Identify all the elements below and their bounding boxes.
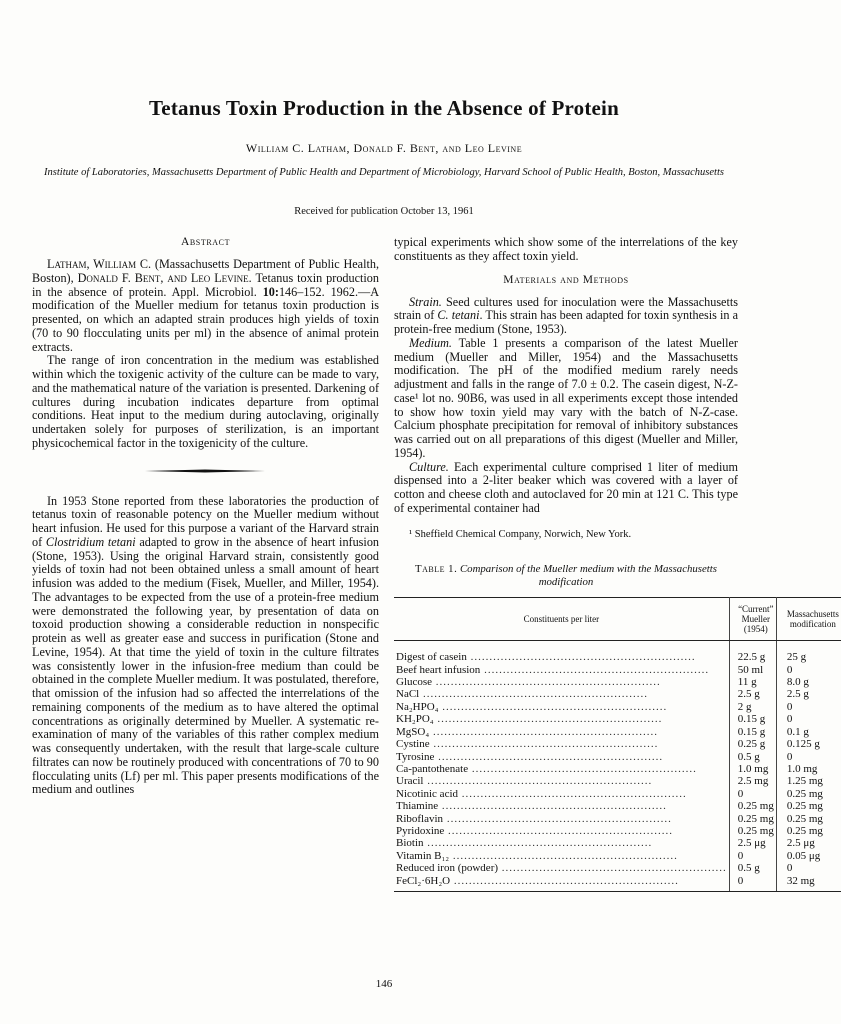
methods-heading: Materials and Methods [503, 273, 629, 286]
mueller-value: 0.5 g [729, 862, 776, 874]
medium-paragraph [394, 337, 738, 461]
table-row [394, 641, 841, 664]
constituent-cell [394, 862, 729, 874]
constituent-cell [394, 701, 729, 713]
leader-dots: ............................................................ [444, 824, 674, 837]
strain-paragraph [394, 296, 738, 337]
constituent-name: Riboflavin [396, 812, 444, 825]
composition-table [394, 597, 841, 892]
massachusetts-value: 8.0 g [786, 676, 809, 689]
intro-paragraph [32, 495, 379, 798]
mueller-value: 2.5 μg [729, 837, 776, 849]
abstract-volume: 10: [262, 284, 279, 299]
col-header-massachusetts: Massachusetts modification [776, 598, 841, 641]
table-row [394, 850, 841, 862]
massachusetts-value: 1.0 mg [786, 762, 818, 775]
leader-dots: ............................................................ [433, 713, 663, 726]
massachusetts-value: 25 g [786, 651, 807, 664]
mueller-value: 0.25 mg [729, 800, 776, 812]
mueller-value: 0.25 mg [729, 825, 776, 837]
leader-dots: ............................................................ [434, 750, 664, 763]
constituent-cell [394, 850, 729, 862]
constituent-name: Glucose [396, 676, 433, 689]
leader-dots: ............................................................ [423, 775, 653, 788]
massachusetts-value: 0 [786, 700, 793, 713]
constituent-cell [394, 763, 729, 775]
massachusetts-value: 0 [786, 663, 793, 676]
constituent-name: NaCl [396, 688, 420, 701]
table-row [394, 825, 841, 837]
leader-dots: ............................................................ [443, 812, 672, 825]
leader-dots: ............................................................ [419, 688, 648, 701]
paper-title: Tetanus Toxin Production in the Absence of Protein [149, 96, 619, 120]
leader-dots: ............................................................ [432, 676, 661, 689]
received-date: Received for publication October 13, 1961 [294, 206, 474, 217]
constituent-cell [394, 688, 729, 700]
constituent-cell [394, 800, 729, 812]
abstract-coauthors: Donald F. Bent, and Leo Levine [77, 270, 249, 285]
abstract-cite-a: (Massachusetts Department of Public Health, Boston), [32, 257, 379, 285]
leader-dots: ............................................................ [466, 651, 696, 664]
constituent-name: Vitamin B₁₂ [396, 849, 450, 862]
constituent-cell [394, 825, 729, 837]
table-row [394, 763, 841, 775]
constituent-name: Nicotinic acid [396, 787, 459, 800]
mueller-value: 2.5 mg [729, 775, 776, 787]
massachusetts-value: 0.125 g [786, 738, 820, 751]
constituent-name: Uracil [396, 775, 424, 788]
leader-dots: ............................................................ [438, 800, 667, 813]
table-label: Table 1. [415, 563, 458, 576]
constituent-name: Na₂HPO₄ [396, 700, 439, 713]
table-caption [394, 563, 738, 589]
massachusetts-value: 0.25 mg [786, 787, 823, 800]
abstract-author: Latham, William C. [47, 257, 152, 271]
abstract-body: 146–152. 1962.—A modification of the Mueller medium for tetanus toxin production is presented, on which an adapted strain produces high yields of toxin (70 to 90 flocculating units per ml) in the absence of animal protein extracts. [32, 284, 379, 354]
mueller-value: 0 [729, 850, 776, 862]
massachusetts-value: 2.5 g [786, 688, 809, 701]
constituent-name: Thiamine [396, 800, 439, 813]
constituent-cell [394, 813, 729, 825]
table-row [394, 701, 841, 713]
constituent-name: Cystine [396, 738, 430, 751]
constituent-name: Beef heart infusion [396, 663, 481, 676]
strain-text-a: Seed cultures used for inoculation were the Massachusetts strain of [394, 294, 738, 323]
culture-text: Each experimental culture comprised 1 liter of medium dispensed into a 2-liter beaker which was covered with a layer of cotton and cheese cloth and autoclaved for 20 min at 121 C. This type of experimental container had [394, 459, 738, 515]
constituent-cell [394, 641, 729, 664]
mueller-value: 0.15 g [729, 726, 776, 738]
mueller-value: 0.25 g [729, 738, 776, 750]
massachusetts-value: 0.05 μg [786, 849, 821, 862]
constituent-name: MgSO₄ [396, 725, 430, 738]
constituent-name: Pyridoxine [396, 824, 445, 837]
mueller-value: 2 g [729, 701, 776, 713]
mueller-value: 22.5 g [729, 641, 776, 664]
table-row [394, 726, 841, 738]
leader-dots: ............................................................ [450, 874, 679, 887]
leader-dots: ............................................................ [498, 862, 727, 875]
leader-dots: ............................................................ [458, 787, 687, 800]
table-row [394, 788, 841, 800]
constituent-cell [394, 713, 729, 725]
section-divider [32, 451, 379, 495]
constituent-name: KH₂PO₄ [396, 713, 434, 726]
abstract-heading: Abstract [180, 236, 231, 248]
culture-paragraph [394, 461, 738, 516]
mueller-value: 0 [729, 788, 776, 800]
mueller-value: 1.0 mg [729, 763, 776, 775]
massachusetts-value: 0.1 g [786, 725, 809, 738]
constituent-cell [394, 837, 729, 849]
table-row [394, 688, 841, 700]
leader-dots: ............................................................ [438, 700, 668, 713]
abstract-paragraph-1 [32, 258, 379, 354]
left-column [32, 236, 379, 797]
medium-label: Medium. [409, 335, 452, 350]
mueller-value: 2.5 g [729, 688, 776, 700]
mueller-value: 0.25 mg [729, 813, 776, 825]
leader-dots: ............................................................ [468, 762, 697, 775]
massachusetts-value: 0.25 mg [786, 824, 823, 837]
author-list: William C. Latham, Donald F. Bent, and Leo Levine [245, 141, 523, 155]
intro-continued: typical experiments which show some of the interrelations of the key constituents as they affect toxin yield. [394, 235, 738, 263]
constituent-name: Ca-pantothenate [396, 762, 469, 775]
table-row [394, 800, 841, 812]
culture-label: Culture. [409, 459, 449, 474]
constituent-name: Biotin [396, 837, 424, 850]
constituent-cell [394, 738, 729, 750]
footnote: ¹ Sheffield Chemical Company, Norwich, New York. [409, 528, 632, 540]
table-row [394, 738, 841, 750]
strain-text-b: . This strain has been adapted for toxin synthesis in a protein-free medium (Stone, 1953). [394, 308, 738, 336]
massachusetts-value: 0.25 mg [786, 812, 823, 825]
table-body [394, 641, 841, 892]
massachusetts-value: 1.25 mg [786, 775, 823, 788]
right-column [394, 235, 839, 892]
constituent-cell [394, 676, 729, 688]
table-header-row [394, 598, 841, 641]
leader-dots: ............................................................ [429, 725, 658, 738]
leader-dots: ............................................................ [423, 837, 653, 850]
massachusetts-value: 32 mg [776, 875, 841, 892]
constituent-name: FeCl₂·6H₂O [396, 874, 451, 887]
leader-dots: ............................................................ [429, 738, 659, 751]
massachusetts-value: 2.5 μg [786, 837, 815, 850]
table-row [394, 862, 841, 874]
abstract-cite-c: . Tetanus toxin production in the absence of protein. Appl. Microbiol. [32, 270, 379, 299]
abstract-paragraph-2: The range of iron concentration in the medium was established within which the toxigenic activity of the culture can be made to vary, and the mathematical nature of the variation is presented. Darkening of cultures during incubation indicates departure from optimal conditions. Heat input to the medium during autoclaving, originally undertaken solely for purposes of sterilization, is an important physicochemical factor in the toxigenicity of the culture. [32, 353, 379, 450]
mueller-value: 0.15 g [729, 713, 776, 725]
divider-ornament [145, 469, 265, 473]
massachusetts-value: 0.25 mg [786, 800, 823, 813]
col-header-mueller: “Current” Mueller (1954) [729, 598, 776, 641]
massachusetts-value: 0 [786, 713, 793, 726]
mueller-value: 0 [729, 875, 776, 892]
constituent-cell [394, 726, 729, 738]
constituent-name: Digest of casein [396, 651, 467, 664]
constituent-cell [394, 751, 729, 763]
table-row [394, 664, 841, 676]
massachusetts-value: 0 [786, 750, 793, 763]
strain-label: Strain. [409, 294, 442, 309]
intro-text-b: adapted to grow in the absence of heart infusion (Stone, 1953). Using the original Harvard strain, consistently good yields of toxin had not been obtained unless a small amount of heart infusion was added to the medium (Fisek, Mueller, and Miller, 1954). The advantages to be expected from the use of a protein-free medium were demonstrated the following year, by presentation of data on toxoid production showing a considerable reduction in nonspecific protein as well as greater ease and success in purification (Stone and Levine, 1954). At that time the yield of toxin in the culture filtrates was consistently lower in the infusion-free medium than could be obtained in the complete Mueller medium. It was postulated, therefore, that omission of the infusion had so affected the interrelations of the remaining components of the medium as to have altered the optimal concentrations as originally determined by Mueller. A systematic re-examination of many of the variables of this rather complex medium was consequently undertaken, with the result that large-scale culture filtrates can now be routinely produced with concentrations of 70 to 90 flocculating units (Lf) per ml. This paper presents modifications of the medium and outlines [32, 534, 380, 797]
mueller-value: 11 g [729, 676, 776, 688]
leader-dots: ............................................................ [449, 849, 678, 862]
leader-dots: ............................................................ [480, 663, 710, 676]
intro-text-a: In 1953 Stone reported from these laboratories the production of tetanus toxin of reasonable potency on the Mueller medium without heart infusion. He used for this purpose a variant of the Harvard strain of [32, 493, 379, 549]
table-caption-text: Comparison of the Mueller medium with the Massachusetts modification [459, 563, 717, 589]
table-row [394, 875, 841, 892]
constituent-cell [394, 788, 729, 800]
table-row [394, 713, 841, 725]
constituent-cell [394, 875, 729, 892]
table-row [394, 837, 841, 849]
page-number: 146 [375, 978, 393, 990]
strain-species: C. tetani [437, 308, 480, 323]
massachusetts-value: 0 [786, 862, 793, 875]
medium-text: Table 1 presents a comparison of the latest Mueller medium (Mueller and Miller, 1954) and the Massachusetts modification. The pH of the modified medium rarely needs adjustment and falls in the range of 7.0 ± 0.2. The casein digest, N-Z-case¹ lot no. 90B6, was used in all experiments except those intended to show how toxin yield may vary with the batch of N-Z-case. Calcium phosphate precipitation for removal of inhibitory substances was carried out on all preparations of this digest (Mueller and Miller, 1954). [394, 335, 738, 460]
constituent-name: Tyrosine [396, 750, 435, 763]
table-row [394, 813, 841, 825]
constituent-name: Reduced iron (powder) [396, 862, 499, 875]
affiliation: Institute of Laboratories, Massachusetts Department of Public Health and Department of Microbiology, Harvard School of Public Health, Boston, Massachusetts [44, 167, 724, 178]
table-row [394, 676, 841, 688]
table-row [394, 775, 841, 787]
constituent-cell [394, 664, 729, 676]
mueller-value: 50 ml [729, 664, 776, 676]
intro-species: Clostridium tetani [45, 534, 136, 549]
col-header-constituent: Constituents per liter [394, 598, 729, 641]
mueller-value: 0.5 g [729, 751, 776, 763]
constituent-cell [394, 775, 729, 787]
table-row [394, 751, 841, 763]
